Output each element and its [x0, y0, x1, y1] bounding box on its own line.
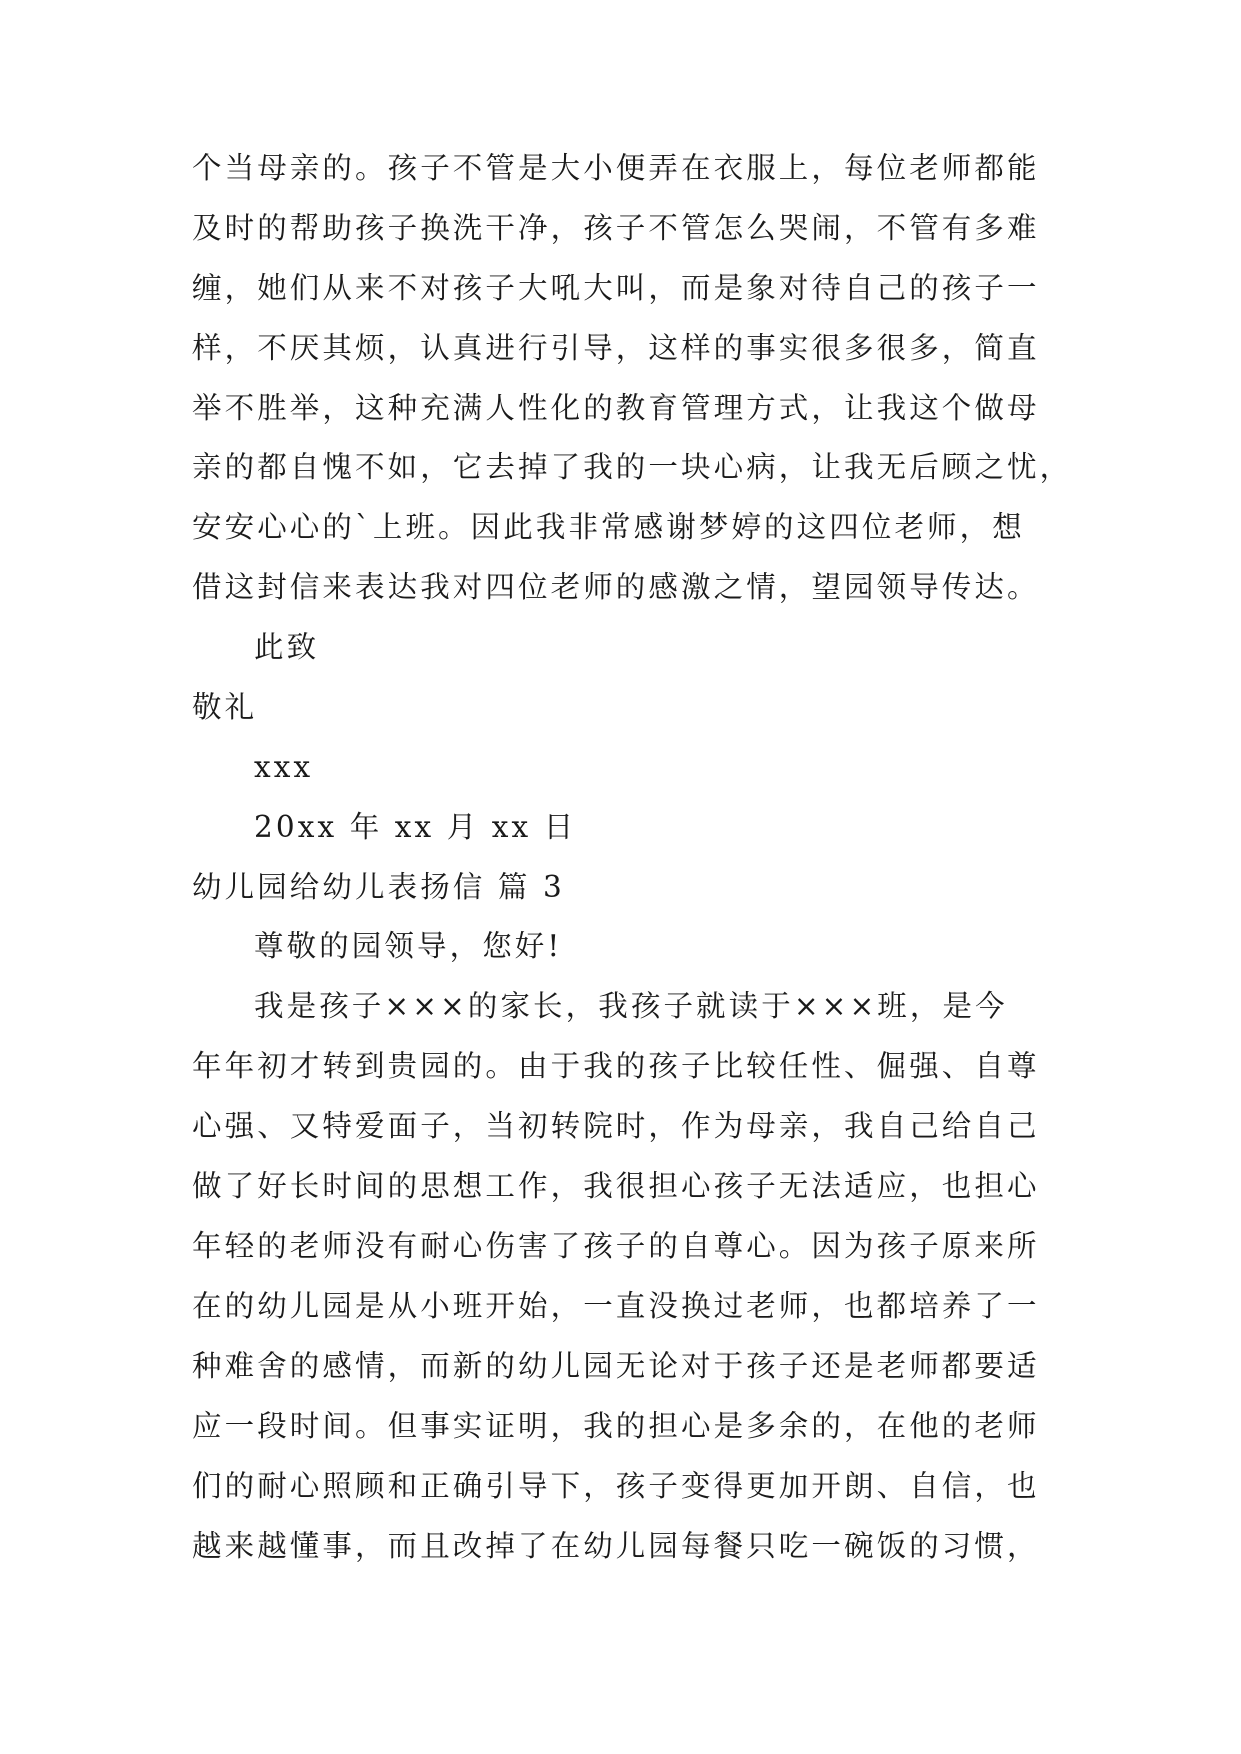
- body-text-line: 借这封信来表达我对四位老师的感激之情，望园领导传达。: [192, 570, 1040, 604]
- paragraph-line: 越来越懂事，而且改掉了在幼儿园每餐只吃一碗饭的习惯，: [192, 1529, 1040, 1563]
- closing-cizhi: 此致: [254, 630, 320, 664]
- signature: xxx: [254, 750, 314, 784]
- salutation: 尊敬的园领导，您好!: [254, 929, 563, 963]
- paragraph-line: 应一段时间。但事实证明，我的担心是多余的，在他的老师: [192, 1409, 1040, 1443]
- body-text-line: 样，不厌其烦，认真进行引导，这样的事实很多很多，简直: [192, 331, 1040, 365]
- body-text-line: 及时的帮助孩子换洗干净，孩子不管怎么哭闹，不管有多难: [192, 211, 1040, 245]
- paragraph-line: 我是孩子×××的家长，我孩子就读于×××班，是今: [254, 989, 1008, 1023]
- body-text-line: 举不胜举，这种充满人性化的教育管理方式，让我这个做母: [192, 391, 1040, 425]
- body-text-line: 缠，她们从来不对孩子大吼大叫，而是象对待自己的孩子一: [192, 271, 1040, 305]
- body-text-line: 亲的都自愧不如，它去掉了我的一块心病，让我无后顾之忧，: [192, 450, 1073, 484]
- body-text-line: 个当母亲的。孩子不管是大小便弄在衣服上，每位老师都能: [192, 151, 1040, 185]
- paragraph-line: 在的幼儿园是从小班开始，一直没换过老师，也都培养了一: [192, 1289, 1040, 1323]
- body-text-line: 安安心心的`上班。因此我非常感谢梦婷的这四位老师，想: [192, 510, 1025, 544]
- paragraph-line: 年轻的老师没有耐心伤害了孩子的自尊心。因为孩子原来所: [192, 1229, 1040, 1263]
- paragraph-line: 种难舍的感情，而新的幼儿园无论对于孩子还是老师都要适: [192, 1349, 1040, 1383]
- section-title: 幼儿园给幼儿表扬信 篇 3: [192, 870, 565, 904]
- paragraph-line: 心强、又特爱面子，当初转院时，作为母亲，我自己给自己: [192, 1109, 1040, 1143]
- closing-jingli: 敬礼: [192, 690, 258, 724]
- paragraph-line: 年年初才转到贵园的。由于我的孩子比较任性、倔强、自尊: [192, 1049, 1040, 1083]
- paragraph-line: 们的耐心照顾和正确引导下，孩子变得更加开朗、自信，也: [192, 1469, 1040, 1503]
- paragraph-line: 做了好长时间的思想工作，我很担心孩子无法适应，也担心: [192, 1169, 1040, 1203]
- letter-date: 20xx 年 xx 月 xx 日: [254, 810, 577, 844]
